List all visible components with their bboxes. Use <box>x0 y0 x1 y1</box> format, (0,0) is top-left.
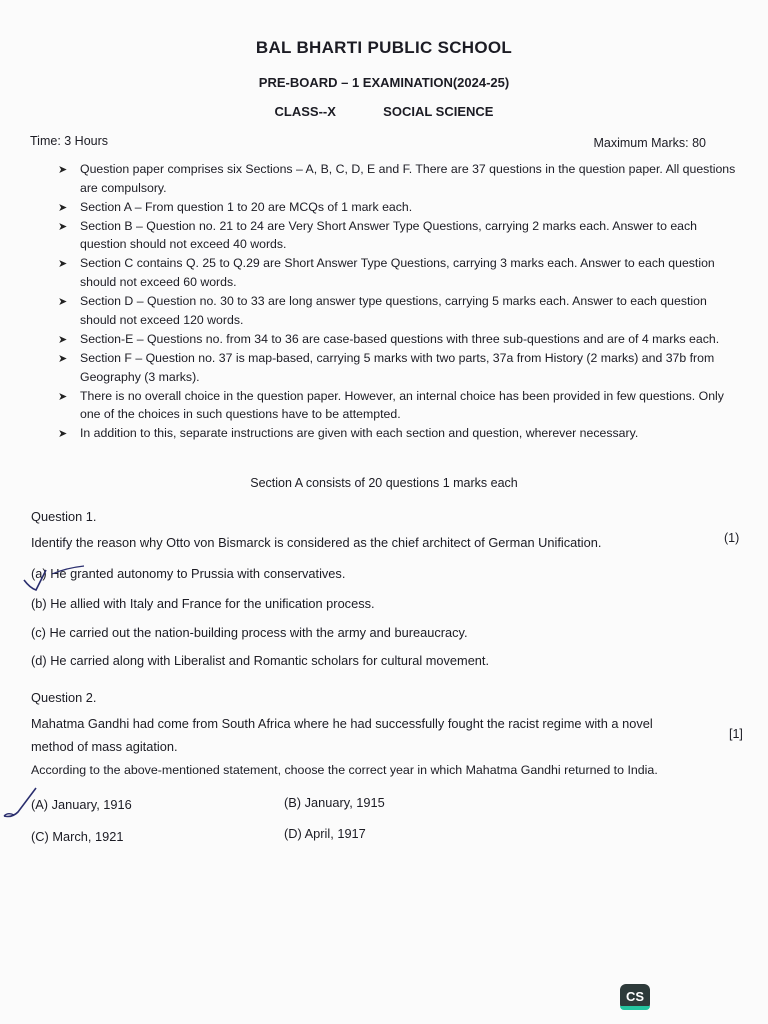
subject-label: SOCIAL SCIENCE <box>383 104 494 119</box>
arrow-bullet-icon: ➤ <box>58 390 68 403</box>
question-2-text-line1: Mahatma Gandhi had come from South Africa where he had successfully fought the racist regime with a novel <box>31 716 653 731</box>
arrow-bullet-icon: ➤ <box>58 333 68 346</box>
question-1-marks: (1) <box>724 531 740 545</box>
question-2-option-c: (C) March, 1921 <box>31 829 124 844</box>
instruction-item: ➤ In addition to this, separate instructions are given with each section and question, wherever necessary. <box>58 424 738 443</box>
arrow-bullet-icon: ➤ <box>58 258 68 271</box>
question-1-label: Question 1. <box>31 509 97 524</box>
school-name: BAL BHARTI PUBLIC SCHOOL <box>255 38 513 57</box>
camscanner-logo-icon: CS <box>620 984 650 1010</box>
question-1-option-b: (b) He allied with Italy and France for the unification process. <box>31 596 375 611</box>
question-2-prompt: According to the above-mentioned statement, choose the correct year in which Mahatma Gandhi returned to India. <box>31 763 658 777</box>
instruction-item: ➤ Section D – Question no. 30 to 33 are long answer type questions, carrying 5 marks each. Answer to each question should not exceed 120 words. <box>58 294 707 327</box>
question-2-option-a: (A) January, 1916 <box>31 797 132 812</box>
maximum-marks: Maximum Marks: 80 <box>593 136 706 150</box>
question-1-text: Identify the reason why Otto von Bismarck is considered as the chief architect of German Unification. <box>31 535 602 550</box>
instruction-item: ➤ Section-E – Questions no. from 34 to 36 are case-based questions with three sub-questions and are of 4 marks each. <box>58 330 738 349</box>
instruction-item: ➤ Section A – From question 1 to 20 are MCQs of 1 mark each. <box>58 198 738 217</box>
question-2-option-d: (D) April, 1917 <box>284 826 366 841</box>
instructions-list <box>58 160 738 443</box>
arrow-bullet-icon: ➤ <box>58 352 68 365</box>
question-2-option-b: (B) January, 1915 <box>284 795 385 810</box>
question-2-marks: [1] <box>729 727 743 741</box>
question-1-option-c: (c) He carried out the nation-building process with the army and bureaucracy. <box>31 625 468 640</box>
question-2-text-line2: method of mass agitation. <box>31 739 178 754</box>
class-subject-line <box>0 104 768 119</box>
section-a-heading: Section A consists of 20 questions 1 marks each <box>250 476 518 490</box>
exam-title: PRE-BOARD – 1 EXAMINATION(2024-25) <box>258 75 510 90</box>
instruction-item: ➤ There is no overall choice in the question paper. However, an internal choice has been provided in few questions. Only one of the choices in such questions have to be attempted. <box>58 388 724 422</box>
instruction-item: ➤ Section B – Question no. 21 to 24 are Very Short Answer Type Questions, carrying 2 marks each. Answer to each question should not exceed 40 words. <box>58 218 697 252</box>
arrow-bullet-icon: ➤ <box>58 428 68 441</box>
arrow-bullet-icon: ➤ <box>58 296 68 309</box>
instruction-item: ➤ Section C contains Q. 25 to Q.29 are Short Answer Type Questions, carrying 3 marks each. Answer to each question should not exceed 60 words. <box>58 256 715 290</box>
arrow-bullet-icon: ➤ <box>58 220 68 233</box>
instruction-item: ➤ Question paper comprises six Sections – A, B, C, D, E and F. There are 37 questions in the question paper. All questions are compulsory. <box>58 162 736 195</box>
question-1-option-d: (d) He carried along with Liberalist and Romantic scholars for cultural movement. <box>31 653 490 668</box>
arrow-bullet-icon: ➤ <box>58 164 68 176</box>
question-2-label: Question 2. <box>31 690 97 705</box>
instruction-item: ➤ Section F – Question no. 37 is map-based, carrying 5 marks with two parts, 37a from History (2 marks) and 37b from Geography (3 marks). <box>58 350 715 384</box>
time-duration: Time: 3 Hours <box>30 134 109 148</box>
class-label: CLASS--X <box>274 104 336 119</box>
question-1-option-a: (a) He granted autonomy to Prussia with conservatives. <box>31 566 346 581</box>
arrow-bullet-icon: ➤ <box>58 201 68 214</box>
